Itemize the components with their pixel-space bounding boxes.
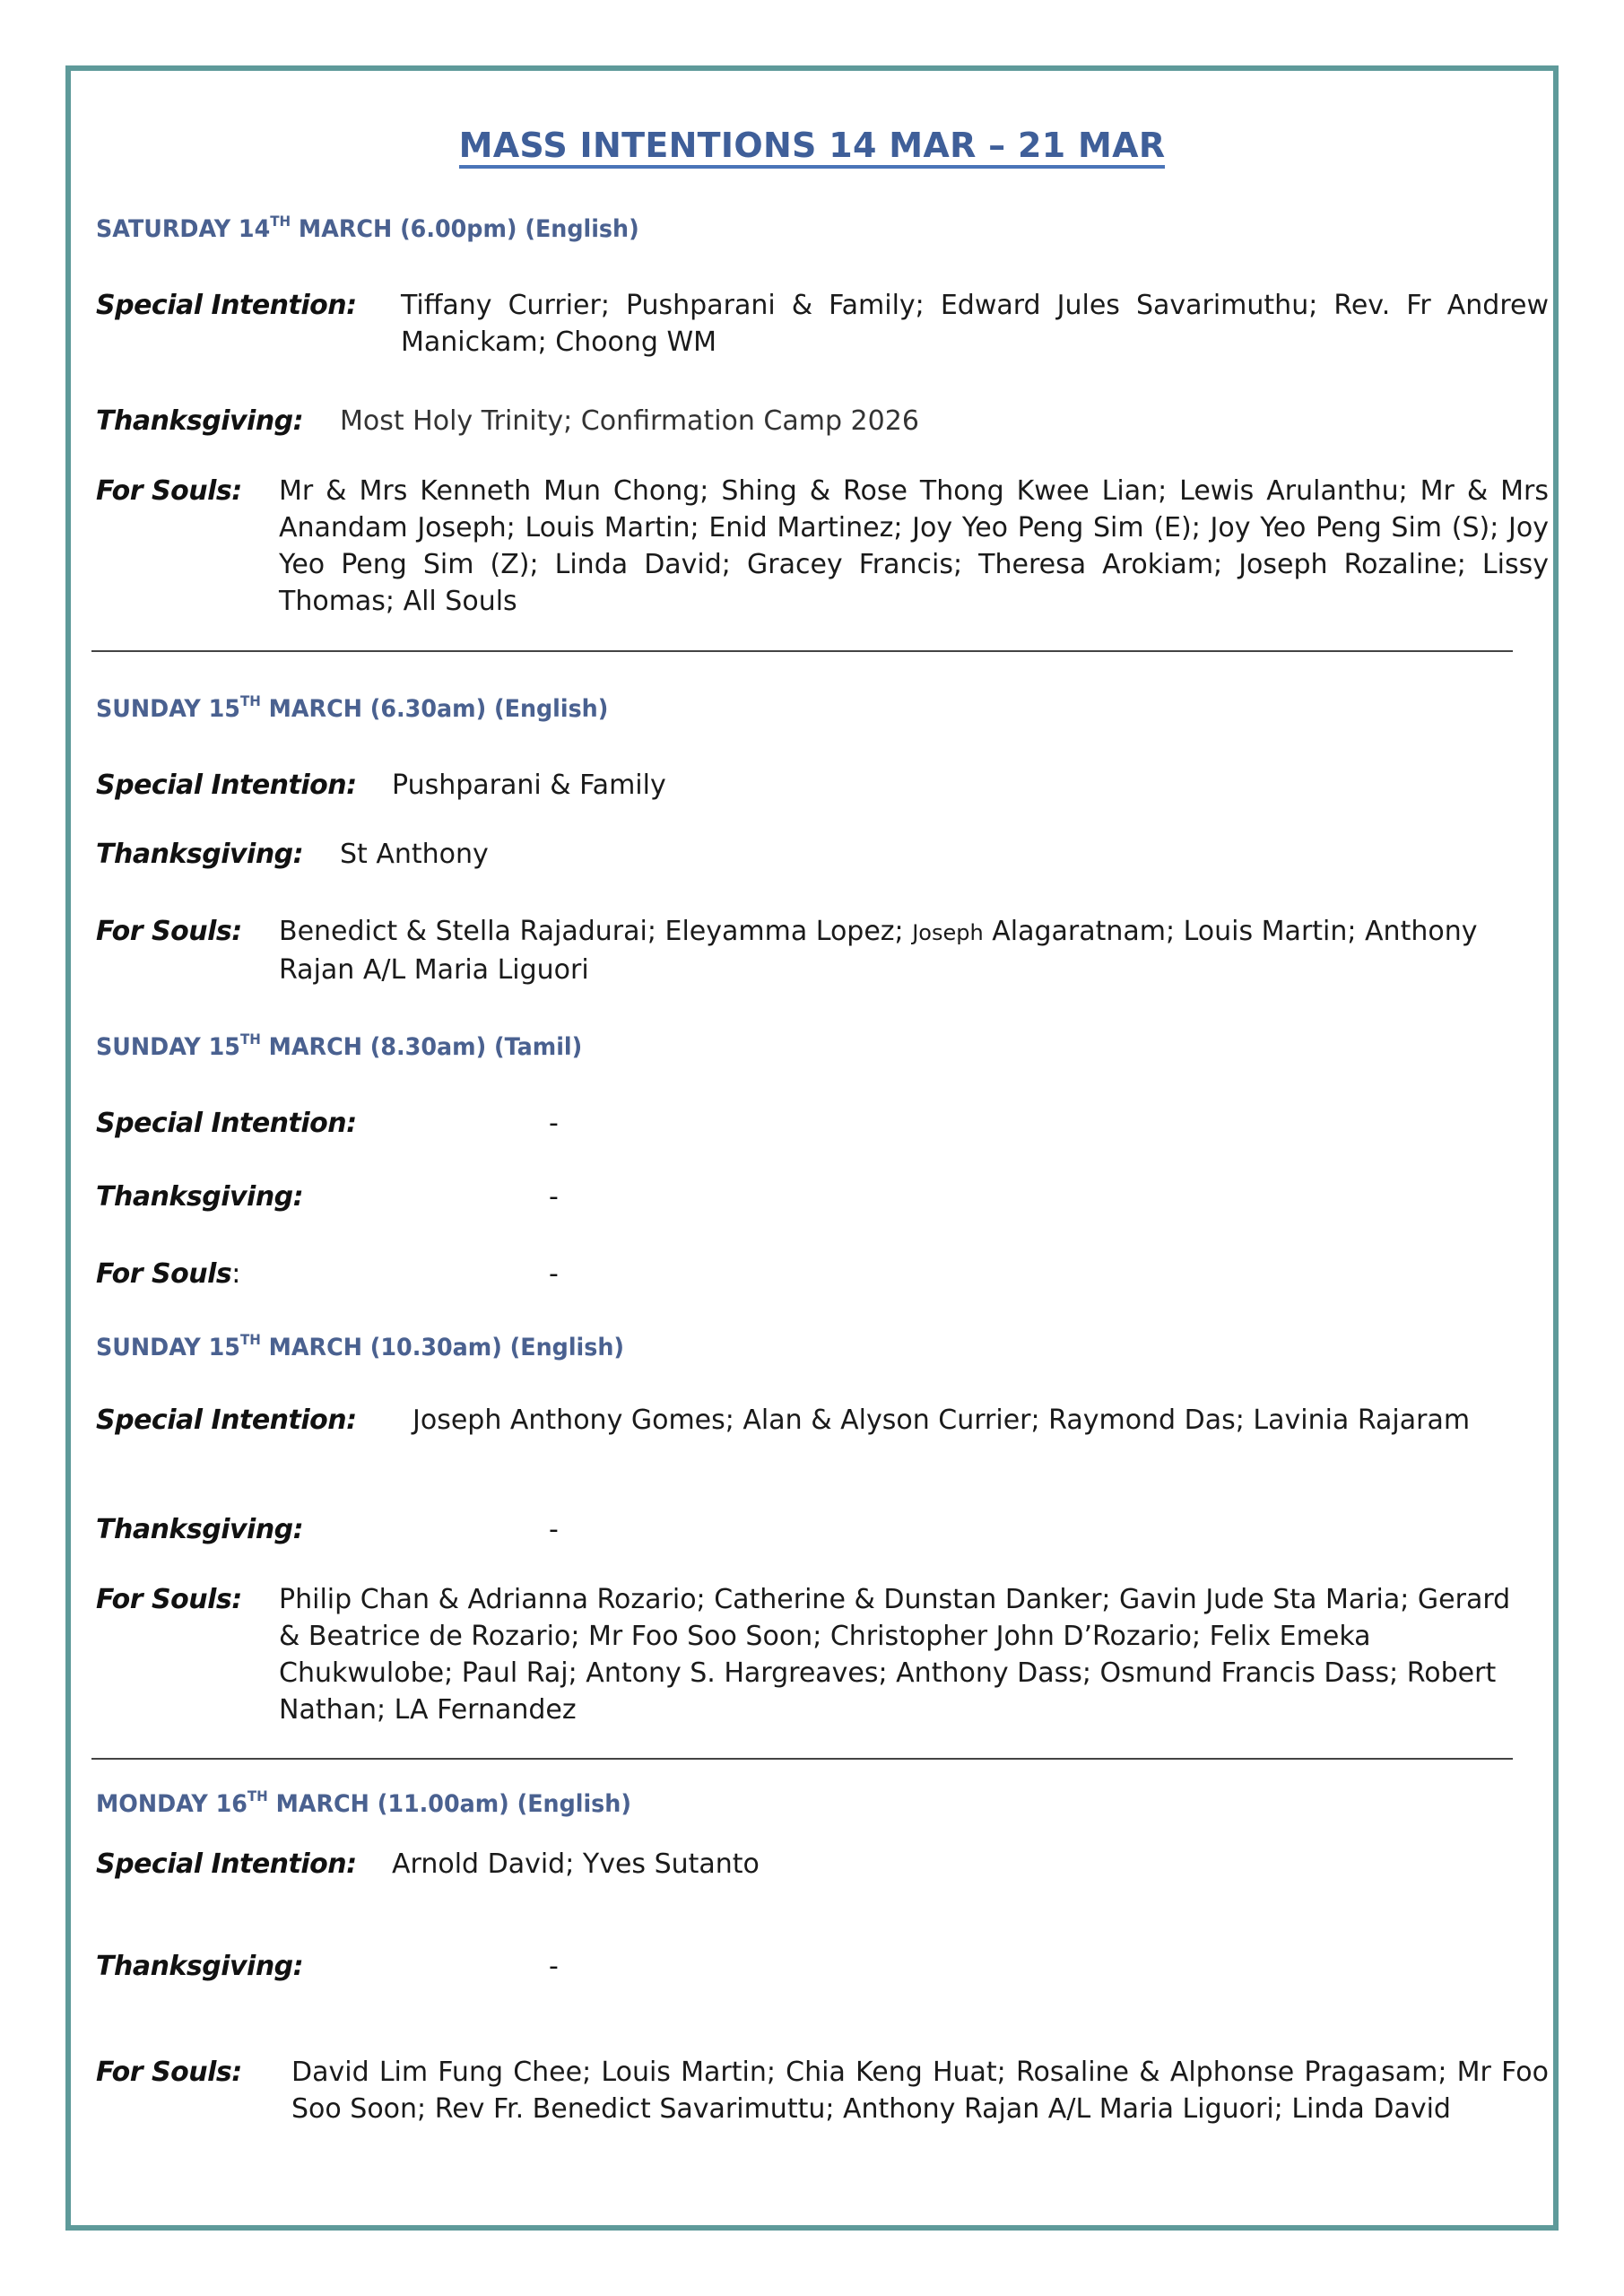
mass-time: MARCH (8.30am) (Tamil) bbox=[260, 1033, 583, 1061]
mass-heading-monday bbox=[96, 1787, 631, 1818]
divider bbox=[91, 650, 1513, 652]
for-souls-value: David Lim Fung Chee; Louis Martin; Chia Keng Huat; Rosaline & Alphonse Pragasam; Mr Foo Soo Soon; Rev Fr. Benedict Savarimuttu; Anthony Rajan A/L Maria Liguori; Linda David bbox=[291, 2057, 1549, 2125]
ordinal: TH bbox=[247, 1787, 268, 1805]
special-intention-row bbox=[96, 287, 1549, 361]
thanksgiving-row bbox=[96, 836, 1549, 873]
special-intention-label: Special Intention: bbox=[96, 1108, 357, 1139]
ordinal: TH bbox=[239, 1331, 261, 1348]
special-intention-label: Special Intention: bbox=[96, 1848, 357, 1880]
divider bbox=[91, 1758, 1513, 1760]
page-title bbox=[0, 126, 1624, 169]
page-border bbox=[65, 65, 1559, 2231]
for-souls-label: For Souls: bbox=[96, 916, 242, 947]
colon: : bbox=[231, 1258, 240, 1290]
thanksgiving-value: - bbox=[549, 1514, 559, 1545]
mass-day: SUNDAY 15 bbox=[96, 1033, 240, 1061]
thanksgiving-label: Thanksgiving: bbox=[96, 1514, 304, 1545]
page-title-text: MASS INTENTIONS 14 MAR – 21 MAR bbox=[459, 126, 1166, 169]
for-souls-row bbox=[96, 2054, 1549, 2127]
special-intention-value: - bbox=[549, 1108, 559, 1139]
thanksgiving-label: Thanksgiving: bbox=[96, 405, 304, 437]
for-souls-value: - bbox=[549, 1258, 559, 1290]
special-intention-row bbox=[96, 767, 1549, 804]
special-intention-value: Arnold David; Yves Sutanto bbox=[392, 1848, 760, 1880]
ordinal: TH bbox=[239, 692, 261, 709]
for-souls-label-text: For Souls bbox=[96, 1258, 232, 1290]
thanksgiving-label: Thanksgiving: bbox=[96, 1181, 304, 1213]
ordinal: TH bbox=[239, 1031, 261, 1048]
for-souls-part-small: Joseph bbox=[912, 920, 984, 945]
mass-heading-saturday bbox=[96, 215, 639, 243]
special-intention-value: Joseph Anthony Gomes; Alan & Alyson Currier; Raymond Das; Lavinia Rajaram bbox=[413, 1405, 1471, 1436]
mass-day: MONDAY 16 bbox=[96, 1790, 248, 1818]
mass-day: SUNDAY 15 bbox=[96, 695, 240, 723]
mass-time: MARCH (11.00am) (English) bbox=[267, 1790, 631, 1818]
mass-heading-sunday-830 bbox=[96, 1033, 582, 1061]
special-intention-label: Special Intention: bbox=[96, 290, 357, 321]
for-souls-row bbox=[96, 1581, 1549, 1728]
for-souls-label: For Souls: bbox=[96, 475, 242, 507]
thanksgiving-value: St Anthony bbox=[340, 839, 489, 870]
for-souls-row bbox=[96, 913, 1549, 988]
mass-time: MARCH (10.30am) (English) bbox=[260, 1334, 625, 1361]
for-souls-part: Benedict & Stella Rajadurai; Eleyamma Lopez; bbox=[279, 916, 913, 947]
special-intention-text: Tiffany Currier; Pushparani & Family; Edward Jules Savarimuthu; Rev. Fr Andrew Manickam; Choong WM bbox=[401, 290, 1549, 358]
thanksgiving-label: Thanksgiving: bbox=[96, 839, 304, 870]
special-intention-label: Special Intention: bbox=[96, 770, 357, 801]
for-souls-row bbox=[96, 473, 1549, 620]
thanksgiving-value: Most Holy Trinity; Confirmation Camp 2026 bbox=[340, 405, 919, 437]
special-intention-value: Pushparani & Family bbox=[392, 770, 666, 801]
ordinal: TH bbox=[270, 213, 291, 230]
for-souls-value bbox=[96, 913, 1549, 988]
mass-heading-sunday-630 bbox=[96, 692, 609, 723]
for-souls-value: Philip Chan & Adrianna Rozario; Catherine & Dunstan Danker; Gavin Jude Sta Maria; Gerard & Beatrice de Rozario; Mr Foo Soo Soon; Christopher John D’Rozario; Felix Emeka Chukwulobe; Paul Raj; Antony S. Hargreaves; Anthony Dass; Osmund Francis Dass; Robert Nathan; LA Fernandez bbox=[279, 1584, 1511, 1726]
for-souls-part: Alagaratnam; Louis Martin; Anthony Rajan A/L Maria Liguori bbox=[279, 916, 1478, 986]
thanksgiving-value: - bbox=[549, 1181, 559, 1213]
thanksgiving-value: - bbox=[549, 1951, 559, 1982]
special-intention-row bbox=[96, 1846, 1549, 1883]
thanksgiving-label: Thanksgiving: bbox=[96, 1951, 304, 1982]
mass-time: MARCH (6.00pm) (English) bbox=[291, 215, 639, 243]
for-souls-label bbox=[96, 1256, 240, 1292]
mass-day: SATURDAY 14 bbox=[96, 215, 271, 243]
for-souls-value: Mr & Mrs Kenneth Mun Chong; Shing & Rose Thong Kwee Lian; Lewis Arulanthu; Mr & Mrs Anandam Joseph; Louis Martin; Enid Martinez; Joy Yeo Peng Sim (E); Joy Yeo Peng Sim (S); Joy Yeo Peng Sim (Z); Linda David; Gracey Francis; Theresa Arokiam; Joseph Rozaline; Lissy Thomas; All Souls bbox=[279, 475, 1549, 617]
mass-heading-sunday-1030 bbox=[96, 1331, 625, 1361]
thanksgiving-row bbox=[96, 403, 1549, 439]
for-souls-label: For Souls: bbox=[96, 1584, 242, 1615]
for-souls-label: For Souls: bbox=[96, 2057, 242, 2088]
mass-time: MARCH (6.30am) (English) bbox=[260, 695, 609, 723]
special-intention-label: Special Intention: bbox=[96, 1405, 357, 1436]
mass-day: SUNDAY 15 bbox=[96, 1334, 240, 1361]
special-intention-row bbox=[96, 1402, 1549, 1439]
